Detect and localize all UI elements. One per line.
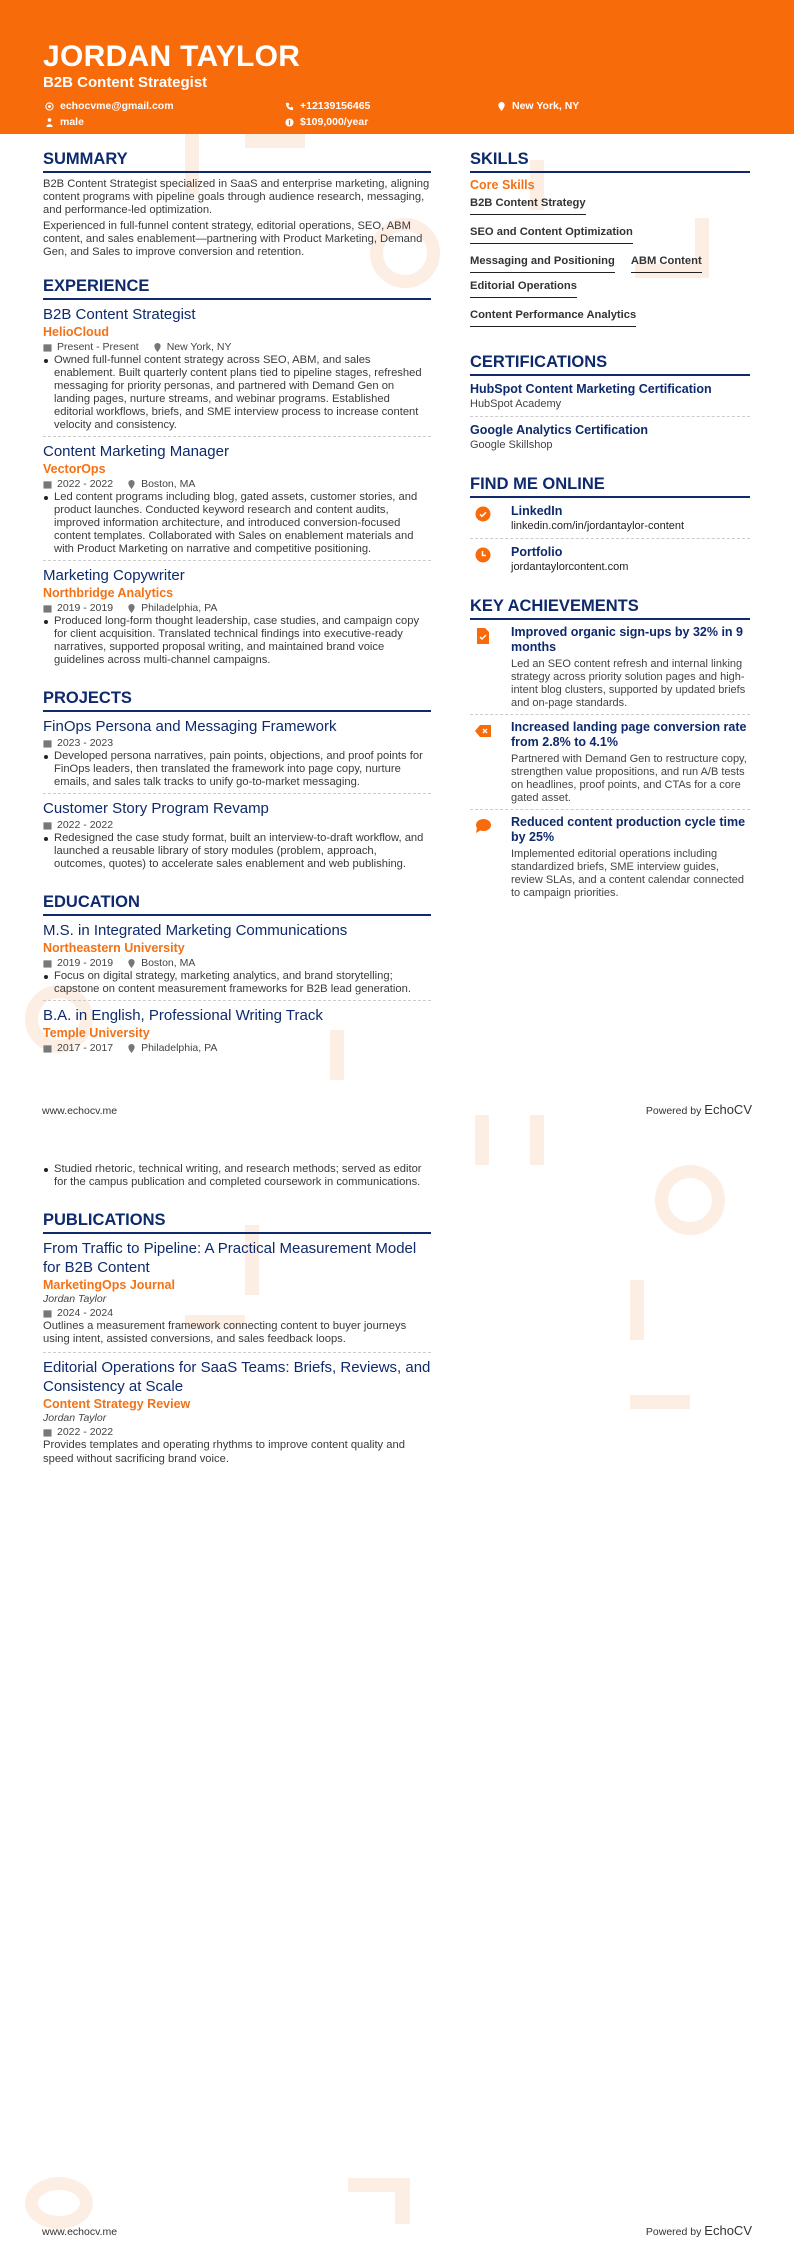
speech-bubble-icon xyxy=(475,818,491,834)
location-pin-icon xyxy=(127,959,136,968)
decor-shape xyxy=(245,134,305,148)
skill-category: Core Skills xyxy=(470,178,535,192)
publication-description: Outlines a measurement framework connecting content to buyer journeys using intent, assisted conversions, and sales feedback loops. xyxy=(43,1320,407,1346)
decor-shape xyxy=(475,1115,489,1165)
project-item xyxy=(43,717,431,794)
section-heading: SKILLS xyxy=(470,150,750,173)
education-item xyxy=(43,1006,431,1059)
location-pin-icon xyxy=(497,102,506,111)
powered-by-label: Powered by xyxy=(645,1105,702,1117)
online-link-portfolio[interactable] xyxy=(470,544,750,579)
location: Philadelphia, PA xyxy=(141,602,218,615)
footer-powered-by[interactable] xyxy=(646,1102,752,1117)
phone-icon xyxy=(285,102,294,111)
skill-tag: Editorial Operations xyxy=(470,277,577,298)
achievement-description: Implemented editorial operations including standardized briefs, SME interview guides, review SLAs, and a content calendar connected to campaign priorities. xyxy=(511,848,744,899)
publications-section xyxy=(43,1211,431,1472)
achievement-title: Increased landing page conversion rate from 2.8% to 4.1% xyxy=(511,720,747,749)
skill-tag: Content Performance Analytics xyxy=(470,306,636,327)
left-column xyxy=(43,150,431,1064)
certification-name: Google Analytics Certification xyxy=(470,423,649,437)
decor-shape xyxy=(630,1395,690,1409)
money-icon xyxy=(285,118,294,127)
achievement-description: Partnered with Demand Gen to restructure copy, strengthen value propositions, and run A/B tests on headlines, proof points, and CTAs for a core gated asset. xyxy=(511,753,747,804)
bullet: Produced long-form thought leadership, case studies, and campaign copy for client acquisition. Translated technical findings into executive-ready narratives, supported proposal writing, and maintained brand voice guidelines across multi-channel campaigns. xyxy=(43,615,431,667)
link-url[interactable]: linkedin.com/in/jordantaylor-content xyxy=(511,520,685,532)
skill-tag: Messaging and Positioning xyxy=(470,252,615,273)
publisher: MarketingOps Journal xyxy=(43,1278,175,1292)
person-icon xyxy=(45,118,54,127)
candidate-name: JORDAN TAYLOR xyxy=(43,40,301,73)
online-link-linkedin[interactable] xyxy=(470,503,750,539)
location: New York, NY xyxy=(166,341,232,354)
resume-header xyxy=(0,0,794,134)
brand-name: EchoCV xyxy=(704,2223,752,2238)
author: Jordan Taylor xyxy=(43,1412,107,1425)
location: Boston, MA xyxy=(141,957,196,970)
section-heading: FIND ME ONLINE xyxy=(470,475,750,498)
document-check-icon xyxy=(475,628,491,644)
school: Northeastern University xyxy=(43,941,185,956)
dates: 2019 - 2019 xyxy=(57,602,114,615)
skill-tag: ABM Content xyxy=(631,252,702,273)
company: HelioCloud xyxy=(43,325,109,340)
decor-shape xyxy=(530,1115,544,1165)
decor-shape xyxy=(395,2178,410,2224)
certification-item xyxy=(470,381,750,417)
decor-shape xyxy=(630,1280,644,1340)
experience-item xyxy=(43,442,431,561)
publication-description: Provides templates and operating rhythms to improve content quality and speed without sacrificing brand voice. xyxy=(43,1439,405,1465)
bullet: Led content programs including blog, gated assets, customer stories, and product launches. Conducted keyword research and content audits, improved information architecture, and introduced conversion-focused content templates. Collaborated with Sales on enablement materials and with Product Marketing on narrative and competitive positioning. xyxy=(43,491,431,556)
publication-title: Editorial Operations for SaaS Teams: Briefs, Reviews, and Consistency at Scale xyxy=(43,1359,431,1396)
summary-text: Experienced in full-funnel content strategy, editorial operations, SEO, ABM content, and sales enablement—partnering with Product Marketing, Demand Gen, and Sales to improve conversion and retention. xyxy=(43,219,423,259)
right-column xyxy=(470,150,750,909)
job-title: B2B Content Strategist xyxy=(43,306,196,324)
skill-tag: B2B Content Strategy xyxy=(470,194,586,215)
section-heading: PUBLICATIONS xyxy=(43,1211,431,1234)
achievements-section xyxy=(470,597,750,904)
brand-name: EchoCV xyxy=(704,1102,752,1117)
certification-issuer: Google Skillshop xyxy=(470,439,553,451)
link-label: LinkedIn xyxy=(511,504,563,518)
calendar-icon xyxy=(43,1309,52,1318)
dates: 2022 - 2022 xyxy=(57,1426,114,1439)
dates: 2017 - 2017 xyxy=(57,1042,114,1055)
decor-ring xyxy=(25,2177,93,2229)
section-heading: CERTIFICATIONS xyxy=(470,353,750,376)
location-pin-icon xyxy=(127,604,136,613)
contact-salary: $109,000/year xyxy=(285,116,368,128)
project-title: FinOps Persona and Messaging Framework xyxy=(43,718,337,736)
decor-ring xyxy=(655,1165,725,1235)
certification-issuer: HubSpot Academy xyxy=(470,398,562,410)
calendar-icon xyxy=(43,1044,52,1053)
achievement-item xyxy=(470,720,750,810)
achievement-title: Reduced content production cycle time by 25% xyxy=(511,815,746,844)
dates: 2019 - 2019 xyxy=(57,957,114,970)
location-pin-icon xyxy=(153,343,162,352)
link-url[interactable]: jordantaylorcontent.com xyxy=(511,561,629,573)
check-circle-icon xyxy=(475,506,491,522)
dates: 2023 - 2023 xyxy=(57,737,114,750)
achievement-description: Led an SEO content refresh and internal linking strategy across priority solution pages and high-intent blog clusters, supported by updated briefs and on-page standards. xyxy=(511,658,746,709)
online-section xyxy=(470,475,750,579)
section-heading: PROJECTS xyxy=(43,689,431,712)
tag-x-icon xyxy=(475,723,491,739)
left-column-page-2 xyxy=(43,1163,431,1477)
project-title: Customer Story Program Revamp xyxy=(43,800,269,818)
education-section xyxy=(43,893,431,1059)
bullet: Studied rhetoric, technical writing, and research methods; served as editor for the campus publication and completed coursework in communications. xyxy=(43,1163,431,1189)
achievement-title: Improved organic sign-ups by 32% in 9 months xyxy=(511,625,743,654)
calendar-icon xyxy=(43,739,52,748)
certification-name: HubSpot Content Marketing Certification xyxy=(470,382,712,396)
dates: 2022 - 2022 xyxy=(57,819,114,832)
calendar-icon xyxy=(43,604,52,613)
section-heading: EDUCATION xyxy=(43,893,431,916)
calendar-icon xyxy=(43,821,52,830)
at-icon xyxy=(45,102,54,111)
bullet: Developed persona narratives, pain points, objections, and proof points for FinOps leaders, then translated the framework into page copy, nurture emails, and sales talk tracks to unify go-to-market messaging. xyxy=(43,750,431,789)
projects-section xyxy=(43,689,431,875)
calendar-icon xyxy=(43,959,52,968)
publication-title: From Traffic to Pipeline: A Practical Measurement Model for B2B Content xyxy=(43,1240,417,1276)
candidate-title: B2B Content Strategist xyxy=(43,74,208,91)
calendar-icon xyxy=(43,343,52,352)
achievement-item xyxy=(470,625,750,715)
contact-email[interactable]: echocvme@gmail.com xyxy=(45,100,174,112)
experience-item xyxy=(43,566,431,671)
skill-tag: SEO and Content Optimization xyxy=(470,223,633,244)
certification-item xyxy=(470,422,750,457)
location: Boston, MA xyxy=(141,478,196,491)
bullet: Owned full-funnel content strategy across SEO, ABM, and sales enablement. Built quarterly content plans tied to pipeline stages, refreshed messaging for priority personas, and partnered with Demand Gen on landing pages, nurture streams, and webinar programs. Established editorial workflows, briefs, and SME interview process to increase content velocity and consistency. xyxy=(43,354,431,432)
experience-item xyxy=(43,305,431,437)
dates: Present - Present xyxy=(57,341,139,354)
dates: 2022 - 2022 xyxy=(57,478,114,491)
clock-icon xyxy=(475,547,491,563)
location: Philadelphia, PA xyxy=(141,1042,218,1055)
section-heading: KEY ACHIEVEMENTS xyxy=(470,597,750,620)
publication-item xyxy=(43,1239,431,1353)
footer-site-link[interactable]: www.echocv.me xyxy=(42,1105,118,1117)
footer-site-link[interactable]: www.echocv.me xyxy=(42,2226,118,2238)
dates: 2024 - 2024 xyxy=(57,1307,114,1319)
skills-section xyxy=(470,150,750,335)
job-title: Marketing Copywriter xyxy=(43,567,185,585)
powered-by-label: Powered by xyxy=(645,2226,702,2238)
author: Jordan Taylor xyxy=(43,1293,107,1305)
job-title: Content Marketing Manager xyxy=(43,443,229,461)
degree: M.S. in Integrated Marketing Communications xyxy=(43,922,348,940)
calendar-icon xyxy=(43,1428,52,1437)
section-heading: EXPERIENCE xyxy=(43,277,431,300)
summary-section xyxy=(43,150,431,259)
location-pin-icon xyxy=(127,1044,136,1053)
company: VectorOps xyxy=(43,462,106,477)
bullet: Focus on digital strategy, marketing analytics, and brand storytelling; capstone on content measurement frameworks for B2B lead generation. xyxy=(43,970,431,996)
company: Northbridge Analytics xyxy=(43,586,174,601)
education-item xyxy=(43,921,431,1001)
location-pin-icon xyxy=(127,480,136,489)
certifications-section xyxy=(470,353,750,457)
calendar-icon xyxy=(43,480,52,489)
section-heading: SUMMARY xyxy=(43,150,431,173)
publisher: Content Strategy Review xyxy=(43,1397,191,1412)
publication-item xyxy=(43,1358,431,1471)
contact-location: New York, NY xyxy=(497,100,579,112)
bullet: Redesigned the case study format, built an interview-to-draft workflow, and launched a reusable library of story modules (problem, approach, outcomes, quotes) to accelerate sales enablement and web publishing. xyxy=(43,832,431,871)
experience-section xyxy=(43,277,431,671)
contact-phone[interactable]: +12139156465 xyxy=(285,100,370,112)
achievement-item xyxy=(470,815,750,904)
contact-gender: male xyxy=(45,116,84,128)
summary-text: B2B Content Strategist specialized in SaaS and enterprise marketing, aligning content programs with pipeline goals through audience research, messaging, and performance-led optimization. xyxy=(43,178,430,217)
school: Temple University xyxy=(43,1026,150,1041)
project-item xyxy=(43,799,431,875)
footer-powered-by[interactable] xyxy=(646,2223,752,2238)
degree: B.A. in English, Professional Writing Track xyxy=(43,1007,323,1025)
link-label: Portfolio xyxy=(511,545,563,559)
